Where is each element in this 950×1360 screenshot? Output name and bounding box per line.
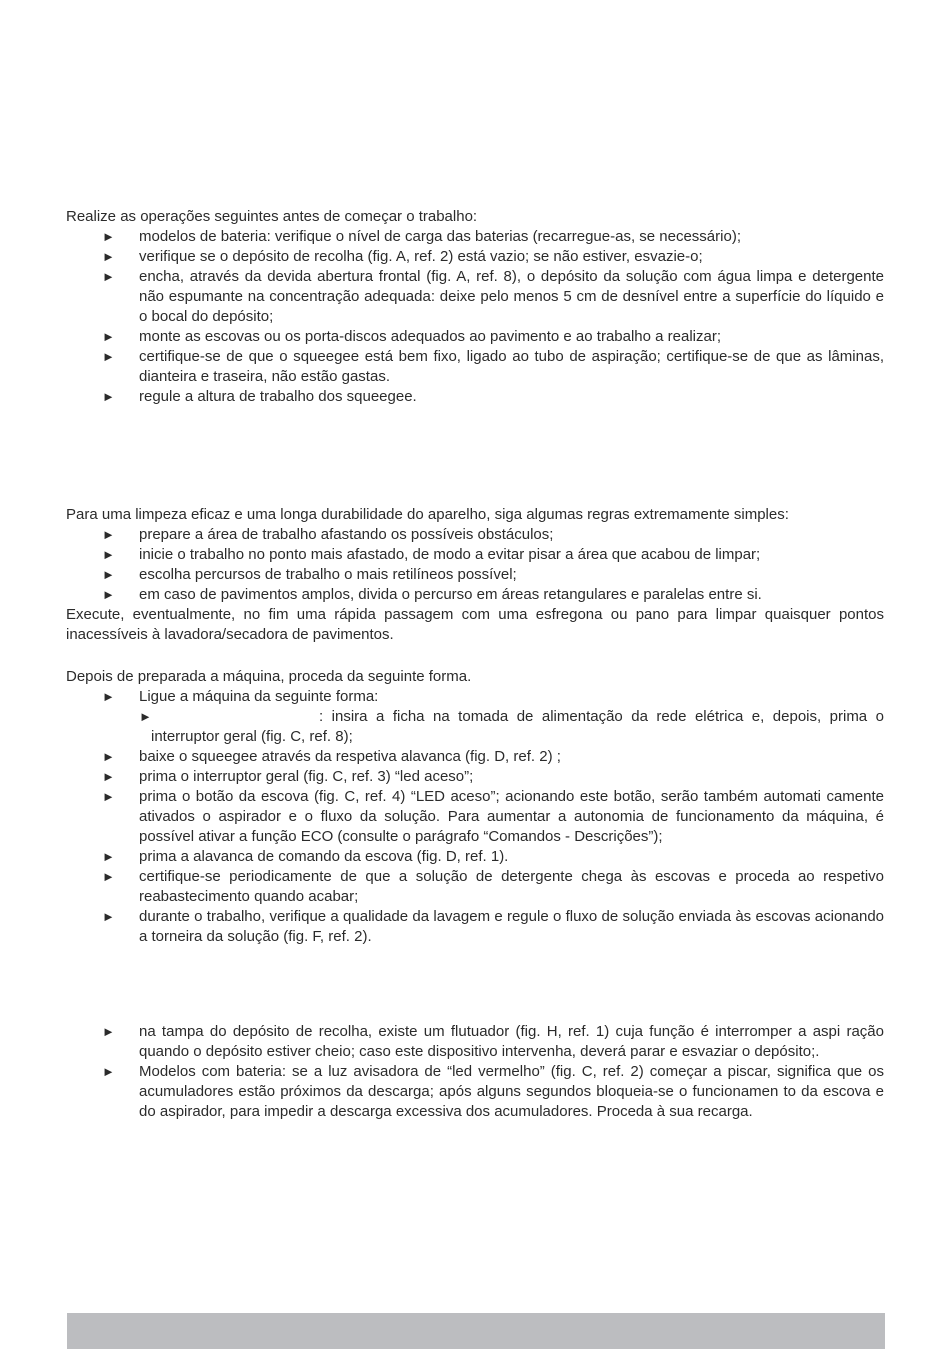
bullet-arrow-icon: ► [102, 749, 115, 764]
list-item: ► Modelos com bateria: se a luz avisadora de “led vermelho” (fig. C, ref. 2) começar a piscar, significa que os acumuladores estão próximos da descarga; após alguns segundos bloqueia-se o funcionamen to da escova e do aspirador, para impedir a descarga excessiva dos acumuladores. Proceda à sua recarga. [102, 1063, 884, 1120]
bullet-arrow-icon: ► [102, 869, 115, 884]
footer-bar [67, 1313, 885, 1349]
list-item: ► em caso de pavimentos amplos, divida o percurso em áreas retangulares e paralelas entre si. [102, 586, 762, 603]
list-item: ► prima o interruptor geral (fig. C, ref. 3) “led aceso”; [102, 768, 474, 785]
list-item: ► baixe o squeegee através da respetiva alavanca (fig. D, ref. 2) ; [102, 748, 561, 765]
bullet-arrow-icon: ► [102, 769, 115, 784]
bullet-arrow-icon: ► [102, 329, 115, 344]
bullet-arrow-icon: ► [102, 1064, 115, 1079]
bullet-arrow-icon: ► [102, 527, 115, 542]
list-item: ► Ligue a máquina da seguinte forma: [102, 688, 379, 705]
notes-list [66, 1022, 884, 1122]
operation-steps-list [66, 747, 884, 947]
list-item: ► durante o trabalho, verifique a qualidade da lavagem e regule o fluxo de solução enviada às escovas acionando a torneira da solução (fig. F, ref. 2). [102, 908, 884, 945]
list-item: ► prima a alavanca de comando da escova (fig. D, ref. 1). [102, 848, 509, 865]
bullet-arrow-icon: ► [102, 689, 115, 704]
before-work-list [66, 227, 884, 407]
bullet-arrow-icon: ► [102, 389, 115, 404]
bullet-arrow-icon: ► [102, 789, 115, 804]
list-item: ► na tampa do depósito de recolha, existe um flutuador (fig. H, ref. 1) cuja função é interromper a aspi ração quando o depósito estiver cheio; caso este dispositivo intervenha, deverá parar e esvaziar o depósito;. [102, 1023, 884, 1060]
list-item: ► prima o botão da escova (fig. C, ref. 4) “LED aceso”; acionando este botão, serão também automati camente ativados o aspirador e o fluxo da solução. Para aumentar a autonomia de funcionamento da máquina, é possível ativar a função ECO (consulte o parágrafo “Comandos - Descrições”); [102, 788, 884, 845]
notes-section [66, 1022, 884, 1122]
bullet-arrow-icon: ► [139, 709, 152, 724]
list-item: ► verifique se o depósito de recolha (fig. A, ref. 2) está vazio; se não estiver, esvazie-o; [102, 248, 703, 265]
cleaning-rules-intro: Para uma limpeza eficaz e uma longa durabilidade do aparelho, siga algumas regras extremamente simples: [66, 506, 789, 523]
operation-list [66, 687, 884, 707]
before-work-section [66, 207, 884, 407]
list-item: ► regule a altura de trabalho dos squeegee. [102, 388, 417, 405]
list-item: ► certifique-se de que o squeegee está bem fixo, ligado ao tubo de aspiração; certifique-se de que as lâminas, dianteira e traseira, não estão gastas. [102, 348, 884, 385]
list-item: ► encha, através da devida abertura frontal (fig. A, ref. 8), o depósito da solução com água limpa e detergente não espumante na concentração adequada: deixe pelo menos 5 cm de desnível entre a superfície do líquido e o bocal do depósito; [102, 268, 884, 325]
cleaning-rules-list [66, 525, 884, 605]
list-item: ► escolha percursos de trabalho o mais retilíneos possível; [102, 566, 517, 583]
bullet-arrow-icon: ► [102, 229, 115, 244]
bullet-arrow-icon: ► [102, 547, 115, 562]
operation-section [66, 667, 884, 947]
bullet-arrow-icon: ► [102, 587, 115, 602]
bullet-arrow-icon: ► [102, 269, 115, 284]
before-work-intro: Realize as operações seguintes antes de começar o trabalho: [66, 208, 478, 225]
list-item: ► modelos de bateria: verifique o nível de carga das baterias (recarregue-as, se necessário); [102, 228, 741, 245]
cleaning-rules-outro: Execute, eventualmente, no fim uma rápida passagem com uma esfregona ou pano para limpar quaisquer pontos inacessíveis à lavadora/secadora de pavimentos. [66, 606, 884, 643]
bullet-arrow-icon: ► [102, 849, 115, 864]
bullet-arrow-icon: ► [102, 1024, 115, 1039]
cleaning-rules-section [66, 505, 884, 645]
bullet-arrow-icon: ► [102, 349, 115, 364]
operation-intro: Depois de preparada a máquina, proceda da seguinte forma. [66, 668, 472, 685]
list-item: ► monte as escovas ou os porta-discos adequados ao pavimento e ao trabalho a realizar; [102, 328, 722, 345]
list-item: ► certifique-se periodicamente de que a solução de detergente chega às escovas e proceda ao respetivo reabastecimento quando acabar; [102, 868, 884, 905]
bullet-arrow-icon: ► [102, 249, 115, 264]
bullet-arrow-icon: ► [102, 567, 115, 582]
list-item: ► prepare a área de trabalho afastando os possíveis obstáculos; [102, 526, 554, 543]
list-item: ► inicie o trabalho no ponto mais afastado, de modo a evitar pisar a área que acabou de limpar; [102, 546, 761, 563]
bullet-arrow-icon: ► [102, 909, 115, 924]
sub-list-item: ► : insira a ficha na tomada de alimentação da rede elétrica e, depois, prima o interruptor geral (fig. C, ref. 8); [139, 708, 884, 745]
